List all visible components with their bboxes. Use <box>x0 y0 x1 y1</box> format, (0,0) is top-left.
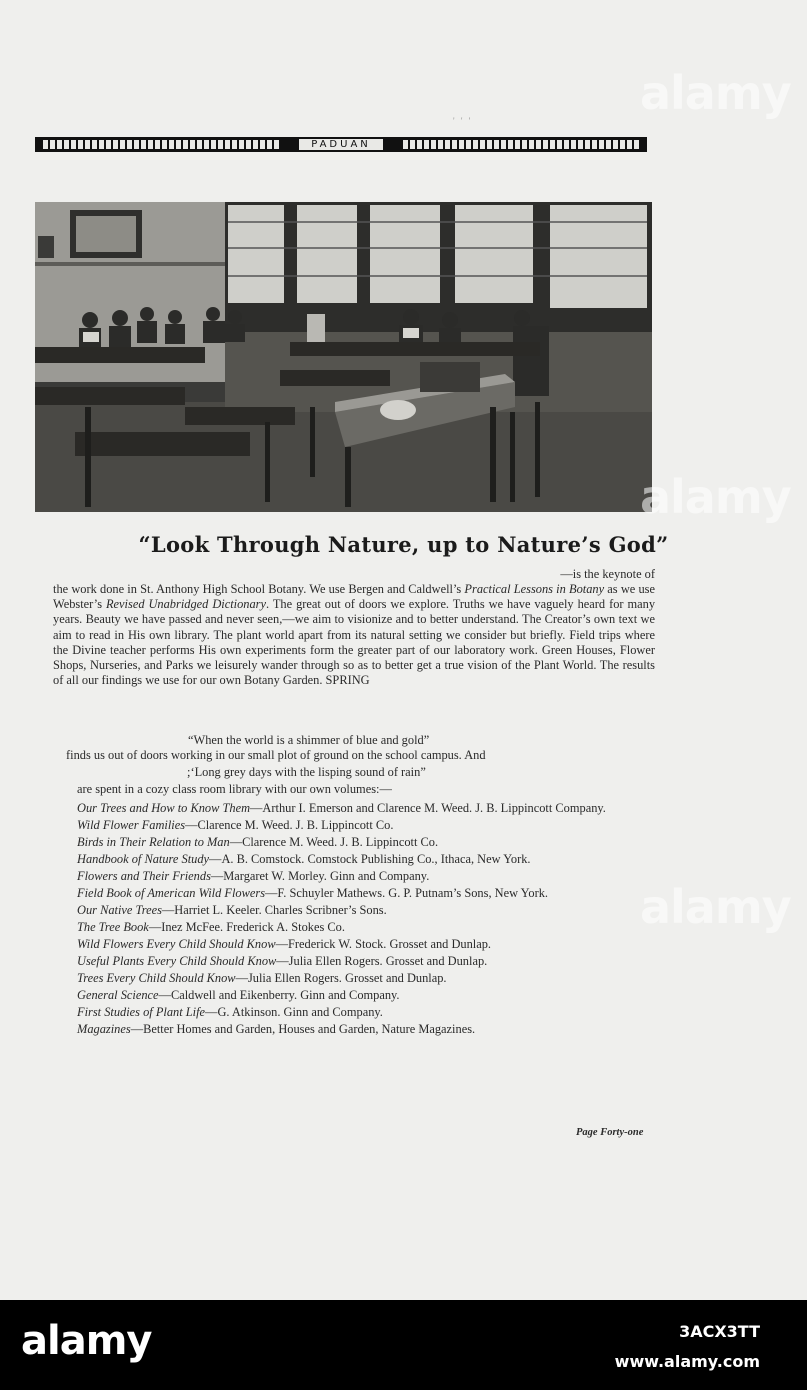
reference-details: —Inez McFee. Frederick A. Stokes Co. <box>148 920 345 934</box>
reference-item <box>77 851 637 868</box>
poem-line-4: are spent in a cozy class room library with our own volumes:— <box>77 782 392 796</box>
reference-details: —A. B. Comstock. Comstock Publishing Co., Ithaca, New York. <box>209 852 531 866</box>
reference-title: The Tree Book <box>77 920 149 934</box>
intro-italic-2: Revised Unabridged Dictionary <box>105 597 267 612</box>
reference-title: Useful Plants Every Child Should Know <box>77 954 277 968</box>
intro-paragraph <box>53 582 655 688</box>
page-number: Page Forty-one <box>576 1127 644 1138</box>
reference-item <box>77 868 637 885</box>
reference-details: —Julia Ellen Rogers. Grosset and Dunlap. <box>276 954 488 968</box>
reference-item <box>77 902 637 919</box>
reference-item <box>77 1004 637 1021</box>
reference-details: —Clarence M. Weed. J. B. Lippincott Co. <box>185 818 394 832</box>
reference-item <box>77 919 637 936</box>
reference-details: —F. Schuyler Mathews. G. P. Putnam’s Sons, New York. <box>265 886 548 900</box>
reference-item <box>77 800 637 817</box>
intro-text-3: . The great out of doors we explore. Truths we have vaguely heard for many years. Beauty we have passed and never seen,—we aim to visionize and to better understand. The Creator’s own text we aim to read in His own library. The plant world apart from its natural setting we consider but briefly. Field trips where the Divine teacher performs His own experiments form the greater part of our laboratory work. Green Houses, Flower Shops, Nurseries, and Parks we leisurely wander through so as to better get a true vision of the Plant World. The results of all our findings we use for our own Botany Garden. SPRING <box>53 597 656 688</box>
poem-line-1: “When the world is a shimmer of blue and gold” <box>188 733 430 747</box>
reference-list <box>77 800 637 1038</box>
reference-title: Our Trees and How to Know Them <box>77 801 251 815</box>
page-mark: ' ' ' <box>453 116 473 126</box>
reference-item <box>77 834 637 851</box>
reference-details: —Frederick W. Stock. Grosset and Dunlap. <box>275 937 492 951</box>
reference-title: Field Book of American Wild Flowers <box>77 886 266 900</box>
site-url: www.alamy.com <box>614 1352 760 1371</box>
intro-text-1: the work done in St. Anthony High School Botany. We use Bergen and Caldwell’s <box>53 582 465 596</box>
watermark: alamy <box>640 880 791 934</box>
reference-title: Flowers and Their Friends <box>77 869 211 883</box>
reference-details: —G. Atkinson. Ginn and Company. <box>205 1005 383 1019</box>
reference-title: General Science <box>77 988 159 1002</box>
poem-line-2: finds us out of doors working in our small plot of ground on the school campus. And <box>66 748 486 762</box>
reference-item <box>77 953 637 970</box>
reference-details: —Arthur I. Emerson and Clarence M. Weed. J. B. Lippincott Company. <box>250 801 606 815</box>
reference-title: Magazines <box>77 1022 131 1036</box>
reference-details: —Harriet L. Keeler. Charles Scribner’s Sons. <box>161 903 387 917</box>
reference-item <box>77 885 637 902</box>
watermark: alamy <box>640 66 791 120</box>
reference-title: Wild Flower Families <box>77 818 186 832</box>
classroom-photo <box>35 202 652 512</box>
classroom-photo-illustration <box>35 202 652 512</box>
reference-item <box>77 936 637 953</box>
reference-details: —Clarence M. Weed. J. B. Lippincott Co. <box>229 835 439 849</box>
header-title: PADUAN <box>297 139 385 150</box>
header-band <box>35 137 647 152</box>
alamy-logo: alamy <box>21 1318 152 1364</box>
motto-heading: “Look Through Nature, up to Nature’s God” <box>138 532 669 557</box>
reference-details: —Margaret W. Morley. Ginn and Company. <box>210 869 430 883</box>
keynote-lead: —is the keynote of <box>560 567 655 581</box>
reference-details: —Julia Ellen Rogers. Grosset and Dunlap. <box>235 971 447 985</box>
header-ornament-left <box>43 140 279 149</box>
reference-title: Wild Flowers Every Child Should Know <box>77 937 276 951</box>
reference-title: Birds in Their Relation to Man <box>77 835 230 849</box>
reference-item <box>77 1021 637 1038</box>
header-ornament-right <box>403 140 639 149</box>
reference-details: —Caldwell and Eikenberry. Ginn and Company. <box>158 988 400 1002</box>
reference-item <box>77 970 637 987</box>
poem-line-3: ;‘Long grey days with the lisping sound of rain” <box>187 765 426 779</box>
reference-title: Our Native Trees <box>77 903 162 917</box>
image-id: 3ACX3TT <box>679 1322 760 1341</box>
reference-item <box>77 987 637 1004</box>
reference-details: —Better Homes and Garden, Houses and Garden, Nature Magazines. <box>130 1022 476 1036</box>
intro-text-2: as we use Webster’s <box>53 582 655 612</box>
stock-footer <box>0 1300 807 1390</box>
reference-title: First Studies of Plant Life <box>77 1005 206 1019</box>
intro-italic-1: Practical Lessons in Botany <box>464 582 605 596</box>
reference-title: Handbook of Nature Study <box>77 852 210 866</box>
reference-title: Trees Every Child Should Know <box>77 971 236 985</box>
reference-item <box>77 817 637 834</box>
watermark: alamy <box>640 470 791 524</box>
